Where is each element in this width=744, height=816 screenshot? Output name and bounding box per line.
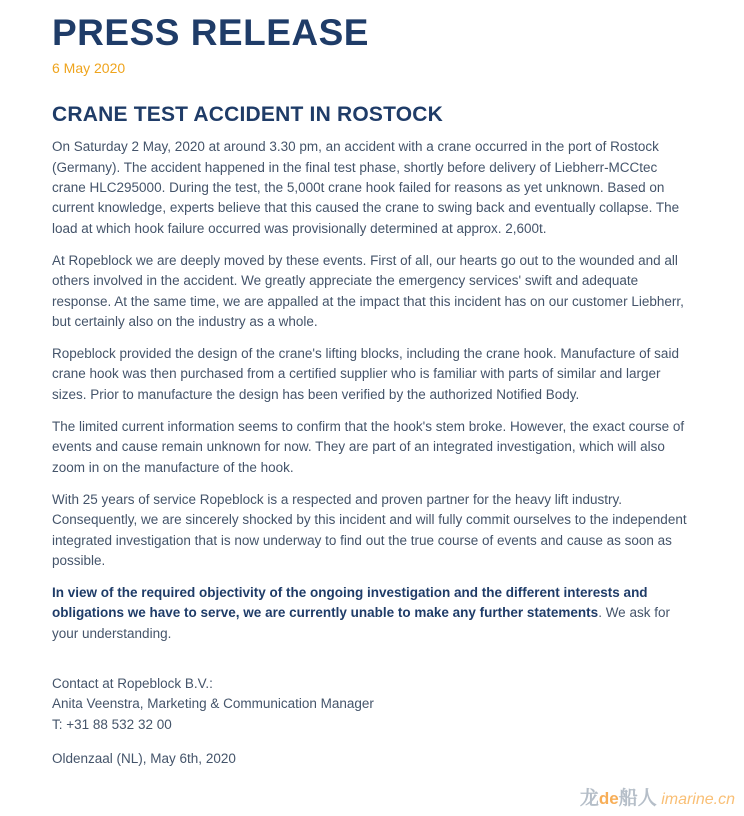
closing-line: Oldenzaal (NL), May 6th, 2020	[52, 750, 236, 766]
watermark-cn-first: 龙	[579, 788, 599, 809]
watermark-de: de	[598, 789, 619, 808]
press-release-title: PRESS RELEASE	[52, 12, 369, 53]
watermark	[580, 789, 735, 808]
contact-person: Anita Veenstra, Marketing & Communication Manager	[52, 696, 374, 712]
paragraph-statement	[52, 583, 692, 644]
body-copy	[52, 137, 692, 644]
watermark-site: imarine.cn	[656, 791, 735, 808]
paragraph-design-responsibility: Ropeblock provided the design of the crane's lifting blocks, including the crane hook. Manufacture of said crane hook was then purchased from a certified supplier who is familiar with parts of similar and larger sizes. Prior to manufacture the design has been verified by the authorized Notified Body.	[52, 346, 679, 402]
watermark-cn-rest: 船人	[618, 788, 657, 809]
contact-phone: T: +31 88 532 32 00	[52, 716, 172, 732]
paragraph-accident-summary: On Saturday 2 May, 2020 at around 3.30 pm, an accident with a crane occurred in the port of Rostock (Germany). The accident happened in the final test phase, shortly before delivery of Liebherr-MCCtec crane HLC295000. During the test, the 5,000t crane hook failed for reasons as yet unknown. Based on current knowledge, experts believe that this caused the crane to swing back and eventually collapse. The load at which hook failure occurred was provisionally determined at approx. 2,600t.	[52, 139, 680, 236]
paragraph-sympathy: At Ropeblock we are deeply moved by these events. First of all, our hearts go out to the wounded and all others involved in the accident. We greatly appreciate the emergency services' swift and adequate response. At the same time, we are appalled at the impact that this incident has on our customer Liebherr, but certainly also on the industry as a whole.	[52, 252, 684, 329]
paragraph-investigation-status: The limited current information seems to confirm that the hook's stem broke. However, the exact course of events and cause remain unknown for now. They are part of an integrated investigation, which will also zoom in on the manufacture of the hook.	[52, 419, 685, 475]
contact-heading: Contact at Ropeblock B.V.:	[52, 676, 213, 692]
headline: CRANE TEST ACCIDENT IN ROSTOCK	[52, 103, 444, 127]
statement-regular-text: . We ask for your understanding.	[52, 605, 670, 641]
contact-block	[52, 674, 692, 735]
paragraph-commitment: With 25 years of service Ropeblock is a respected and proven partner for the heavy lift industry. Consequently, we are sincerely shocked by this incident and will fully commit ourselves to the independent integrated investigation that is now underway to find out the true course of events and cause as soon as possible.	[52, 491, 687, 568]
release-date: 6 May 2020	[52, 60, 126, 77]
statement-bold-text: In view of the required objectivity of the ongoing investigation and the different interests and obligations we have to serve, we are currently unable to make any further statements	[52, 585, 648, 621]
